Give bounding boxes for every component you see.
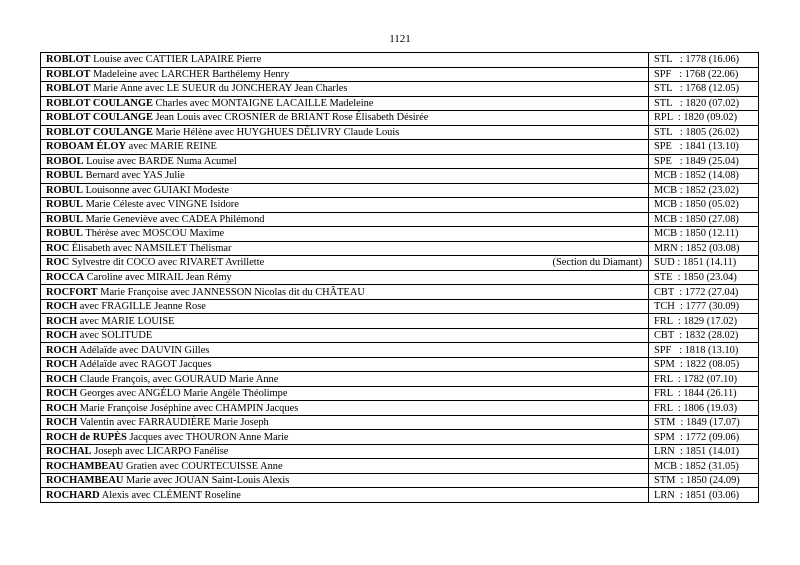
entry-surname: ROBLOT [46, 83, 91, 95]
table-row [41, 125, 759, 140]
entry-name-cell [41, 473, 649, 488]
entry-name-cell [41, 459, 649, 474]
entry-text: Thérèse avec MOSCOU Maxime [85, 228, 225, 240]
entry-text: Gratien avec COURTECUISSE Anne [125, 460, 283, 472]
table-row [41, 241, 759, 256]
entry-surname: ROCH [46, 373, 78, 385]
entry-reference: STM : 1850 (24.09) [654, 475, 740, 487]
entry-name-cell [41, 270, 649, 285]
entry-reference: RPL : 1820 (09.02) [654, 112, 738, 124]
entry-reference-cell [649, 401, 759, 416]
entry-text: Bernard avec YAS Julie [85, 170, 185, 182]
table-row [41, 488, 759, 503]
entry-reference-cell [649, 227, 759, 242]
entry-name-cell [41, 212, 649, 227]
entry-text: Marie Céleste avec VINGNE Isidore [85, 199, 239, 211]
entry-reference-cell [649, 415, 759, 430]
table-row [41, 430, 759, 445]
entry-name-cell [41, 444, 649, 459]
entry-reference: STM : 1849 (17.07) [654, 417, 740, 429]
entry-name-cell [41, 488, 649, 503]
entry-name-cell [41, 357, 649, 372]
table-row [41, 227, 759, 242]
entry-text: Adélaïde avec RAGOT Jacques [79, 359, 212, 371]
table-row [41, 285, 759, 300]
entry-name-cell [41, 386, 649, 401]
entry-text: Joseph avec LICARPO Fanélise [94, 446, 229, 458]
entry-reference: SPF : 1768 (22.06) [654, 68, 739, 80]
entry-text: Marie Françoise avec JANNESSON Nicolas dit du CHÂTEAU [100, 286, 365, 298]
table-row [41, 473, 759, 488]
entry-text: Marie Anne avec LE SUEUR du JONCHERAY Jean Charles [93, 83, 348, 95]
entry-name-cell [41, 343, 649, 358]
entry-reference: SUD : 1851 (14.11) [654, 257, 737, 269]
entry-reference: FRL : 1829 (17.02) [654, 315, 738, 327]
entry-text: Charles avec MONTAIGNE LACAILLE Madeleine [155, 97, 374, 109]
entry-text: Jacques avec THOURON Anne Marie [129, 431, 289, 443]
registry-body [41, 53, 759, 503]
entry-name-cell [41, 372, 649, 387]
table-row [41, 96, 759, 111]
entry-reference-cell [649, 154, 759, 169]
entry-surname: ROCH [46, 359, 78, 371]
entry-reference: SPM : 1772 (09.06) [654, 431, 740, 443]
table-row [41, 256, 759, 271]
entry-surname: ROCH de RUPÈS [46, 431, 127, 443]
entry-reference: STL : 1805 (26.02) [654, 126, 740, 138]
entry-reference: STL : 1820 (07.02) [654, 97, 740, 109]
entry-surname: ROBLOT COULANGE [46, 97, 153, 109]
entry-reference-cell [649, 67, 759, 82]
table-row [41, 140, 759, 155]
entry-reference: SPM : 1822 (08.05) [654, 359, 740, 371]
entry-text: avec MARIE REINE [128, 141, 217, 153]
entry-reference-cell [649, 198, 759, 213]
entry-reference-cell [649, 96, 759, 111]
table-row [41, 183, 759, 198]
entry-name-cell [41, 140, 649, 155]
entry-surname: ROBOAM ÉLOY [46, 141, 126, 153]
entry-surname: ROCCA [46, 271, 85, 283]
table-row [41, 401, 759, 416]
entry-surname: ROBLOT COULANGE [46, 112, 153, 124]
entry-surname: ROCFORT [46, 286, 98, 298]
entry-reference-cell [649, 430, 759, 445]
entry-reference-cell [649, 256, 759, 271]
entry-surname: ROBLOT [46, 68, 91, 80]
entry-reference-cell [649, 299, 759, 314]
entry-name-cell [41, 169, 649, 184]
entry-reference: FRL : 1844 (26.11) [654, 388, 737, 400]
table-row [41, 212, 759, 227]
entry-text: avec MARIE LOUISE [79, 315, 175, 327]
entry-reference: SPE : 1841 (13.10) [654, 141, 739, 153]
entry-name-cell [41, 154, 649, 169]
entry-text: Claude François, avec GOURAUD Marie Anne [79, 373, 279, 385]
entry-reference-cell [649, 169, 759, 184]
entry-text: Louise avec BARDE Numa Acumel [86, 155, 237, 167]
entry-reference: FRL : 1806 (19.03) [654, 402, 738, 414]
entry-reference: LRN : 1851 (14.01) [654, 446, 740, 458]
entry-reference-cell [649, 270, 759, 285]
entry-surname: ROBLOT [46, 54, 91, 66]
entry-surname: ROCHAL [46, 446, 92, 458]
entry-reference: MCB : 1852 (31.05) [654, 460, 739, 472]
entry-reference: CBT : 1832 (28.02) [654, 330, 739, 342]
entry-surname: ROCH [46, 402, 78, 414]
marriage-registry-table [40, 52, 759, 503]
entry-name-cell [41, 227, 649, 242]
entry-surname: ROC [46, 242, 70, 254]
entry-reference: MCB : 1850 (05.02) [654, 199, 739, 211]
entry-reference: MCB : 1852 (14.08) [654, 170, 739, 182]
entry-name-cell [41, 328, 649, 343]
table-row [41, 372, 759, 387]
entry-text: Sylvestre dit COCO avec RIVARET Avrillette [71, 257, 265, 269]
entry-surname: ROBLOT COULANGE [46, 126, 153, 138]
entry-surname: ROBUL [46, 228, 83, 240]
entry-text: Jean Louis avec CROSNIER de BRIANT Rose Élisabeth Désirée [155, 112, 429, 124]
entry-text: Valentin avec FARRAUDIÈRE Marie Joseph [79, 417, 269, 429]
entry-surname: ROBUL [46, 199, 83, 211]
entry-name-cell [41, 96, 649, 111]
entry-reference: FRL : 1782 (07.10) [654, 373, 738, 385]
entry-text: Madeleine avec LARCHER Barthélemy Henry [93, 68, 290, 80]
entry-reference-cell [649, 314, 759, 329]
entry-surname: ROC [46, 257, 70, 269]
entry-reference-cell [649, 183, 759, 198]
entry-reference: MCB : 1852 (23.02) [654, 184, 739, 196]
entry-reference-cell [649, 444, 759, 459]
table-row [41, 198, 759, 213]
entry-name-cell [41, 256, 649, 271]
entry-text: Élisabeth avec NAMSILET Thélismar [71, 242, 232, 254]
entry-surname: ROBUL [46, 170, 83, 182]
entry-reference: LRN : 1851 (03.06) [654, 489, 740, 501]
entry-text: Louise avec CATTIER LAPAIRE Pierre [93, 54, 262, 66]
entry-reference-cell [649, 53, 759, 68]
entry-text: Caroline avec MIRAIL Jean Rémy [86, 271, 232, 283]
entry-name-cell [41, 111, 649, 126]
entry-name-cell [41, 299, 649, 314]
entry-text: Adélaïde avec DAUVIN Gilles [79, 344, 210, 356]
entry-surname: ROBOL [46, 155, 84, 167]
entry-name-cell [41, 415, 649, 430]
entry-reference-cell [649, 82, 759, 97]
entry-reference-cell [649, 328, 759, 343]
entry-reference: MRN : 1852 (03.08) [654, 242, 740, 254]
table-row [41, 154, 759, 169]
entry-reference-cell [649, 140, 759, 155]
table-row [41, 444, 759, 459]
entry-reference: STE : 1850 (23.04) [654, 271, 737, 283]
table-row [41, 328, 759, 343]
entry-surname: ROBUL [46, 213, 83, 225]
entry-name-cell [41, 82, 649, 97]
entry-name-cell [41, 67, 649, 82]
entry-name-cell [41, 183, 649, 198]
table-row [41, 67, 759, 82]
entry-surname: ROCH [46, 388, 78, 400]
entry-reference: SPF : 1818 (13.10) [654, 344, 739, 356]
entry-reference-cell [649, 343, 759, 358]
entry-surname: ROCHARD [46, 489, 100, 501]
entry-text: Louisonne avec GUIAKI Modeste [85, 184, 229, 196]
page-number: 1121 [389, 33, 411, 45]
entry-surname: ROCH [46, 330, 78, 342]
entry-text: avec SOLITUDE [79, 330, 153, 342]
entry-reference-cell [649, 125, 759, 140]
entry-reference: STL : 1778 (16.06) [654, 54, 740, 66]
table-row [41, 459, 759, 474]
entry-surname: ROCH [46, 315, 78, 327]
entry-text: Alexis avec CLÉMENT Roseline [101, 489, 241, 501]
entry-surname: ROCH [46, 344, 78, 356]
entry-reference: TCH : 1777 (30.09) [654, 301, 740, 313]
entry-reference: STL : 1768 (12.05) [654, 83, 740, 95]
entry-reference: CBT : 1772 (27.04) [654, 286, 739, 298]
entry-surname: ROCHAMBEAU [46, 460, 124, 472]
entry-name-cell [41, 285, 649, 300]
entry-reference-cell [649, 459, 759, 474]
entry-text: avec FRAGILLE Jeanne Rose [79, 301, 206, 313]
entry-text: Marie avec JOUAN Saint-Louis Alexis [125, 475, 290, 487]
entry-surname: ROBUL [46, 184, 83, 196]
table-row [41, 357, 759, 372]
entry-reference-cell [649, 372, 759, 387]
entry-text: Marie Hélène avec HUYGHUES DÉLIVRY Claude Louis [155, 126, 400, 138]
entry-name-cell [41, 401, 649, 416]
table-row [41, 386, 759, 401]
entry-reference-cell [649, 357, 759, 372]
table-row [41, 299, 759, 314]
entry-surname: ROCHAMBEAU [46, 475, 124, 487]
entry-name-cell [41, 430, 649, 445]
entry-surname: ROCH [46, 301, 78, 313]
table-row [41, 314, 759, 329]
entry-reference-cell [649, 212, 759, 227]
entry-reference-cell [649, 488, 759, 503]
entry-reference-cell [649, 386, 759, 401]
entry-reference: MCB : 1850 (27.08) [654, 213, 739, 225]
table-row [41, 82, 759, 97]
entry-text: Georges avec ANGÉLO Marie Angèle Théolimpe [79, 388, 288, 400]
entry-name-cell [41, 125, 649, 140]
table-row [41, 169, 759, 184]
table-row [41, 270, 759, 285]
table-row [41, 415, 759, 430]
entry-text: Marie Geneviève avec CADEA Philémond [85, 213, 265, 225]
entry-text: Marie Françoise Joséphine avec CHAMPIN Jacques [79, 402, 299, 414]
table-row [41, 53, 759, 68]
entry-name-cell [41, 198, 649, 213]
entry-reference: MCB : 1850 (12.11) [654, 228, 739, 240]
table-row [41, 343, 759, 358]
entry-reference-cell [649, 285, 759, 300]
entry-reference-cell [649, 241, 759, 256]
entry-name-cell [41, 314, 649, 329]
entry-surname: ROCH [46, 417, 78, 429]
entry-reference-cell [649, 111, 759, 126]
entry-note: (Section du Diamant) [552, 257, 642, 269]
entry-reference: SPE : 1849 (25.04) [654, 155, 739, 167]
table-row [41, 111, 759, 126]
entry-name-cell [41, 53, 649, 68]
entry-reference-cell [649, 473, 759, 488]
entry-name-cell [41, 241, 649, 256]
